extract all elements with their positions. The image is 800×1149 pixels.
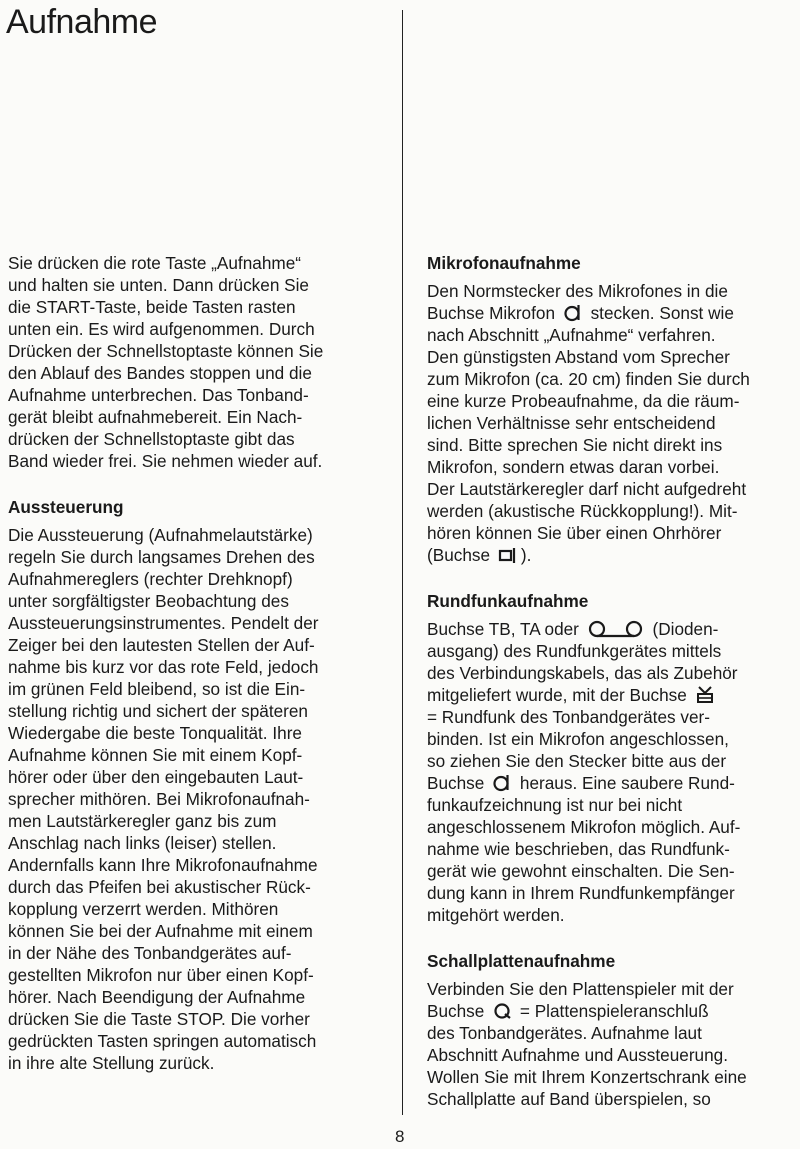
radio-antenna-icon (695, 686, 715, 704)
text-line (427, 1000, 799, 1022)
text-line: Den Normstecker des Mikrofones in die (427, 281, 728, 301)
text-line: men Lautstärkeregler ganz bis zum (8, 811, 277, 831)
text-line: gerät bleibt aufnahmebereit. Ein Nach- (8, 407, 303, 427)
text-line: zum Mikrofon (ca. 20 cm) finden Sie durch (427, 369, 750, 389)
text-line: gestellten Mikrofon nur über einen Kopf- (8, 965, 314, 985)
diode-output-socket-icon (587, 620, 645, 638)
text-line: hören können Sie über einen Ohrhörer (427, 523, 722, 543)
left-column (8, 252, 373, 1074)
text-line: Aufnahme können Sie mit einem Kopf- (8, 745, 303, 765)
text-line: des Verbindungskabels, das als Zubehör (427, 663, 738, 683)
text-line: lichen Verhältnisse sehr entscheidend (427, 413, 716, 433)
text-line: mitgehört werden. (427, 905, 565, 925)
rundfunk-paragraph (427, 618, 799, 926)
text-line: Aufnahme unterbrechen. Das Tonband- (8, 385, 309, 405)
text-line: in ihre alte Stellung zurück. (8, 1053, 215, 1073)
text-line: Andernfalls kann Ihre Mikrofonaufnahme (8, 855, 318, 875)
text-line: gedrückten Tasten springen automatisch (8, 1031, 317, 1051)
text-line: können Sie bei der Aufnahme mit einem (8, 921, 313, 941)
text-line: Wiedergabe die beste Tonqualität. Ihre (8, 723, 302, 743)
text-line: angeschlossenem Mikrofon möglich. Auf- (427, 817, 741, 837)
page-title: Aufnahme (6, 3, 157, 41)
schallplatte-paragraph (427, 978, 799, 1110)
text-line: Verbinden Sie den Plattenspieler mit der (427, 979, 734, 999)
text-line: Den günstigsten Abstand vom Sprecher (427, 347, 730, 367)
text-fragment: Buchse TB, TA oder (427, 619, 579, 639)
text-line: regeln Sie durch langsames Drehen des (8, 547, 315, 567)
text-line: unten ein. Es wird aufgenommen. Durch (8, 319, 315, 339)
microphone-socket-icon (563, 304, 583, 322)
intro-paragraph (8, 252, 373, 472)
text-line: dung kann in Ihrem Rundfunkempfänger (427, 883, 735, 903)
text-line: so ziehen Sie den Stecker bitte aus der (427, 751, 727, 771)
text-line: den Ablauf des Bandes stoppen und die (8, 363, 312, 383)
text-line: = Rundfunk des Tonbandgerätes ver- (427, 707, 710, 727)
text-line (427, 772, 799, 794)
earphone-socket-icon (498, 546, 518, 564)
text-fragment: Buchse (427, 773, 485, 793)
text-fragment: (Dioden- (652, 619, 719, 639)
spacer (427, 566, 799, 590)
mikrofon-paragraph (427, 280, 799, 566)
text-line: Wollen Sie mit Ihrem Konzertschrank eine (427, 1067, 747, 1087)
text-line: hörer oder über den eingebauten Laut- (8, 767, 304, 787)
text-fragment: Buchse Mikrofon (427, 303, 556, 323)
text-fragment: stecken. Sonst wie (590, 303, 734, 323)
text-line: Anschlag nach links (leiser) stellen. (8, 833, 277, 853)
text-line: hörer. Nach Beendigung der Aufnahme (8, 987, 306, 1007)
text-line: ausgang) des Rundfunkgerätes mittels (427, 641, 722, 661)
page-number: 8 (395, 1127, 405, 1146)
text-fragment: heraus. Eine saubere Rund- (519, 773, 735, 793)
section-heading-mikrofonaufnahme: Mikrofonaufnahme (427, 253, 581, 273)
text-line: durch das Pfeifen bei akustischer Rück- (8, 877, 311, 897)
text-fragment: (Buchse (427, 545, 491, 565)
section-heading-aussteuerung: Aussteuerung (8, 497, 124, 517)
text-line: Schallplatte auf Band überspielen, so (427, 1089, 711, 1109)
text-line: die START-Taste, beide Tasten rasten (8, 297, 296, 317)
text-line: drücken Sie die Taste STOP. Die vorher (8, 1009, 310, 1029)
spacer (8, 472, 373, 496)
text-line: Der Lautstärkeregler darf nicht aufgedreht (427, 479, 747, 499)
text-line: drücken der Schnellstoptaste gibt das (8, 429, 295, 449)
text-fragment: ). (520, 545, 532, 565)
text-line: nahme bis kurz vor das rote Feld, jedoch (8, 657, 319, 677)
text-line: in der Nähe des Tonbandgerätes auf- (8, 943, 292, 963)
text-line: sind. Bitte sprechen Sie nicht direkt ins (427, 435, 723, 455)
text-fragment: = Plattenspieleranschluß (519, 1001, 709, 1021)
right-column (427, 252, 799, 1110)
text-line: kopplung verzerrt werden. Mithören (8, 899, 279, 919)
column-divider (402, 10, 403, 1115)
spacer (427, 926, 799, 950)
text-line (427, 302, 799, 324)
text-line: nach Abschnitt „Aufnahme“ verfahren. (427, 325, 716, 345)
text-line: eine kurze Probeaufnahme, da die räum- (427, 391, 740, 411)
microphone-socket-icon (492, 774, 512, 792)
text-line: nahme wie beschrieben, das Rundfunk- (427, 839, 730, 859)
text-fragment: Buchse (427, 1001, 485, 1021)
text-line: binden. Ist ein Mikrofon angeschlossen, (427, 729, 729, 749)
text-line (427, 618, 799, 640)
text-line: werden (akustische Rückkopplung!). Mit- (427, 501, 738, 521)
text-line: Sie drücken die rote Taste „Aufnahme“ (8, 253, 301, 273)
text-line: Aussteuerungsinstrumentes. Pendelt der (8, 613, 319, 633)
section-heading-schallplattenaufnahme: Schallplattenaufnahme (427, 951, 616, 971)
aussteuerung-paragraph (8, 524, 373, 1074)
text-line: Zeiger bei den lautesten Stellen der Auf- (8, 635, 315, 655)
turntable-socket-icon (492, 1002, 512, 1020)
text-line: im grünen Feld bleibend, so ist die Ein- (8, 679, 306, 699)
text-line: und halten sie unten. Dann drücken Sie (8, 275, 309, 295)
text-line: Abschnitt Aufnahme und Aussteuerung. (427, 1045, 728, 1065)
text-line: funkaufzeichnung ist nur bei nicht (427, 795, 683, 815)
text-line: unter sorgfältigster Beobachtung des (8, 591, 289, 611)
text-line: gerät wie gewohnt einschalten. Die Sen- (427, 861, 735, 881)
text-line: Die Aussteuerung (Aufnahmelautstärke) (8, 525, 313, 545)
text-line: des Tonbandgerätes. Aufnahme laut (427, 1023, 702, 1043)
text-line: Drücken der Schnellstoptaste können Sie (8, 341, 324, 361)
text-line: Band wieder frei. Sie nehmen wieder auf. (8, 451, 323, 471)
text-line (427, 544, 799, 566)
text-line: stellung richtig und sichert der späteren (8, 701, 308, 721)
text-line: Aufnahmereglers (rechter Drehknopf) (8, 569, 293, 589)
text-fragment: mitgeliefert wurde, mit der Buchse (427, 685, 687, 705)
text-line: sprecher mithören. Bei Mikrofonaufnah- (8, 789, 310, 809)
text-line: Mikrofon, sondern etwas daran vorbei. (427, 457, 720, 477)
section-heading-rundfunkaufnahme: Rundfunkaufnahme (427, 591, 589, 611)
text-line (427, 684, 799, 706)
